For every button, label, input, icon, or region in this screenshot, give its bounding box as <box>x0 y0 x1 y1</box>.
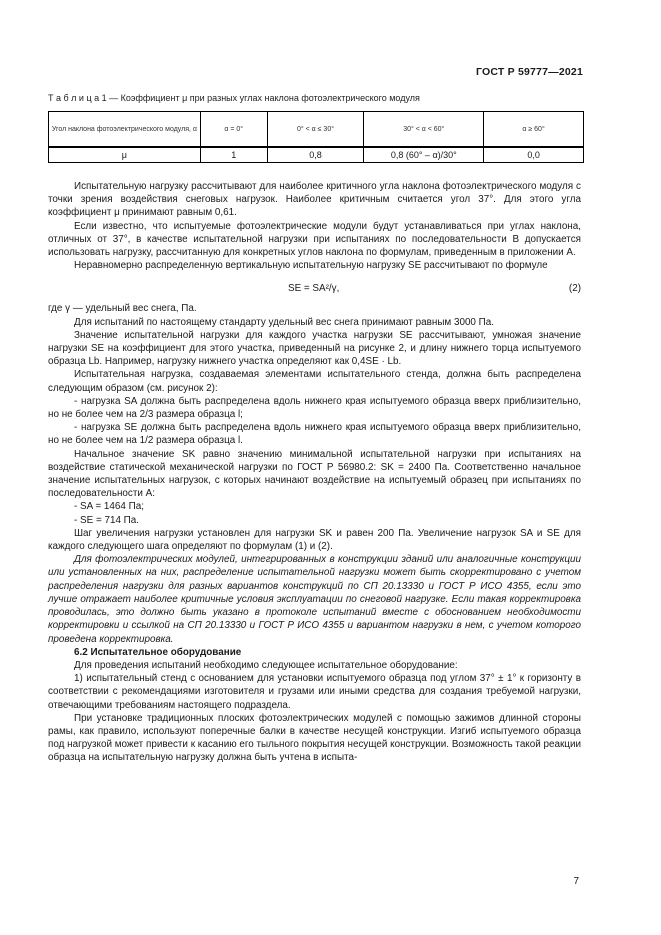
paragraph: Неравномерно распределенную вертикальную испытательную нагрузку SE рассчитывают по формуле <box>74 260 548 272</box>
table-header-cell: 0° < α ≤ 30° <box>267 112 364 148</box>
table-header-row <box>49 112 584 148</box>
table-header-cell: α ≥ 60° <box>484 112 584 148</box>
table-header-cell: α = 0° <box>200 112 267 148</box>
paragraph: Шаг увеличения нагрузки установлен для нагрузки SK и равен 200 Па. Увеличение нагрузок SA и SE для каждого следующего шага определяют по формулам (1) и (2). <box>48 527 581 553</box>
table-cell: 0,8 (60° – α)/30° <box>364 147 484 163</box>
paragraph: Испытательная нагрузка, создаваемая элементами испытательного стенда, должна быть распределена следующим образом (см. рисунок 2): <box>48 369 581 394</box>
table-cell: 0,8 <box>267 147 364 163</box>
table-cell: 0,0 <box>484 147 584 163</box>
paragraph: 1) испытательный стенд с основанием для установки испытуемого образца под углом 37° ± 1° к горизонту в соответствии с рекомендациями изготовителя и грузами или иными средства для создания требуемой нагрузки, отвечающими требованиям настоящего подраздела. <box>48 673 581 711</box>
standard-header: ГОСТ Р 59777—2021 <box>475 66 583 78</box>
paragraph: - SE = 714 Па. <box>74 514 140 526</box>
paragraph: Испытательную нагрузку рассчитывают для наиболее критичного угла наклона фотоэлектрического модуля с точки зрения воздействия снеговых нагрузок. Наиболее критичным считается угол 37°. Для этого угла коэффициент μ принимают равным 0,61. <box>48 181 581 219</box>
paragraph: При установке традиционных плоских фотоэлектрических модулей с помощью зажимов длинной стороны рамы, как правило, используют поперечные балки в качестве несущей конструкции. Изгиб испытуемого образца под нагрузкой может привести к касанию его тыльного покрытия несущей конструкции. Возможность такой реакции образца на испытательную нагрузку должна быть учтена в испыта- <box>48 712 581 764</box>
page-number: 7 <box>573 876 579 887</box>
document-body <box>48 180 581 765</box>
paragraph: - нагрузка SA должна быть распределена вдоль нижнего края испытуемого образца вверх приблизительно, но не более чем на 2/3 размера образца l; <box>48 395 581 421</box>
paragraph: Для испытаний по настоящему стандарту удельный вес снега принимают равным 3000 Па. <box>74 316 494 328</box>
formula-number: (2) <box>568 283 581 295</box>
formula-line <box>48 276 581 302</box>
formula: SE = SA²/γ, <box>288 283 340 295</box>
table-header-cell: Угол наклона фотоэлектрического модуля, α <box>49 112 201 148</box>
section-heading: 6.2 Испытательное оборудование <box>74 646 242 658</box>
paragraph: где γ — удельный вес снега, Па. <box>48 303 197 315</box>
paragraph: - SA = 1464 Па; <box>74 501 144 513</box>
paragraph: - нагрузка SE должна быть распределена вдоль нижнего края испытуемого образца вверх приблизительно, но не более чем на 1/2 размера образца l. <box>48 422 581 447</box>
paragraph: Начальное значение SK равно значению минимальной испытательной нагрузки при испытаниях на воздействие статической механической нагрузки по ГОСТ Р 56980.2: SK = 2400 Па. Соответственно начальное значение испытательных нагрузок, с которых начинают воздействие на испытуемый образец при испытаниях по последовательности А: <box>48 448 581 500</box>
italic-note-paragraph: Для фотоэлектрических модулей, интегрированных в конструкции зданий или аналогичные конструкции или установленных на них, распределение испытательной нагрузки может быть скорректировано с учетом распределения нагрузки для разных вариантов конструкций по СП 20.13330 и ГОСТ Р ИСО 4355, если это лучше отражает наиболее критичные условия эксплуатации по снеговой нагрузке. Если такая корректировка проводилась, это должно быть указано в протоколе испытаний вместе с обоснованием необходимости корректировки и ссылкой на СП 20.13330 и ГОСТ Р ИСО 4355 и вариантом нагрузки в нем, с учетом которого проведена корректировка. <box>48 554 581 645</box>
paragraph: Значение испытательной нагрузки для каждого участка нагрузки SE рассчитывают, умножая значение нагрузки SE на коэффициент для этого участка, приведенный на рисунке 2, и длину нижнего торца испытуемого образца Lb. Например, нагрузку нижнего участка определяют как 0,4SE · Lb. <box>48 329 581 368</box>
paragraph: Для проведения испытаний необходимо следующее испытательное оборудование: <box>74 659 458 671</box>
paragraph: Если известно, что испытуемые фотоэлектрические модули будут устанавливаться при углах наклона, отличных от 37°, в качестве испытательной нагрузки при испытаниях по последовательности B допускается использовать нагрузку, рассчитанную для конкретных углов наклона по формулам, приведенным в приложении А. <box>48 220 581 259</box>
table-row <box>49 147 584 163</box>
table-header-cell: 30° < α < 60° <box>364 112 484 148</box>
table-cell: 1 <box>200 147 267 163</box>
table-cell: μ <box>49 147 201 163</box>
table-caption: Т а б л и ц а 1 — Коэффициент μ при разных углах наклона фотоэлектрического модуля <box>48 93 420 103</box>
coefficient-table <box>48 111 584 163</box>
